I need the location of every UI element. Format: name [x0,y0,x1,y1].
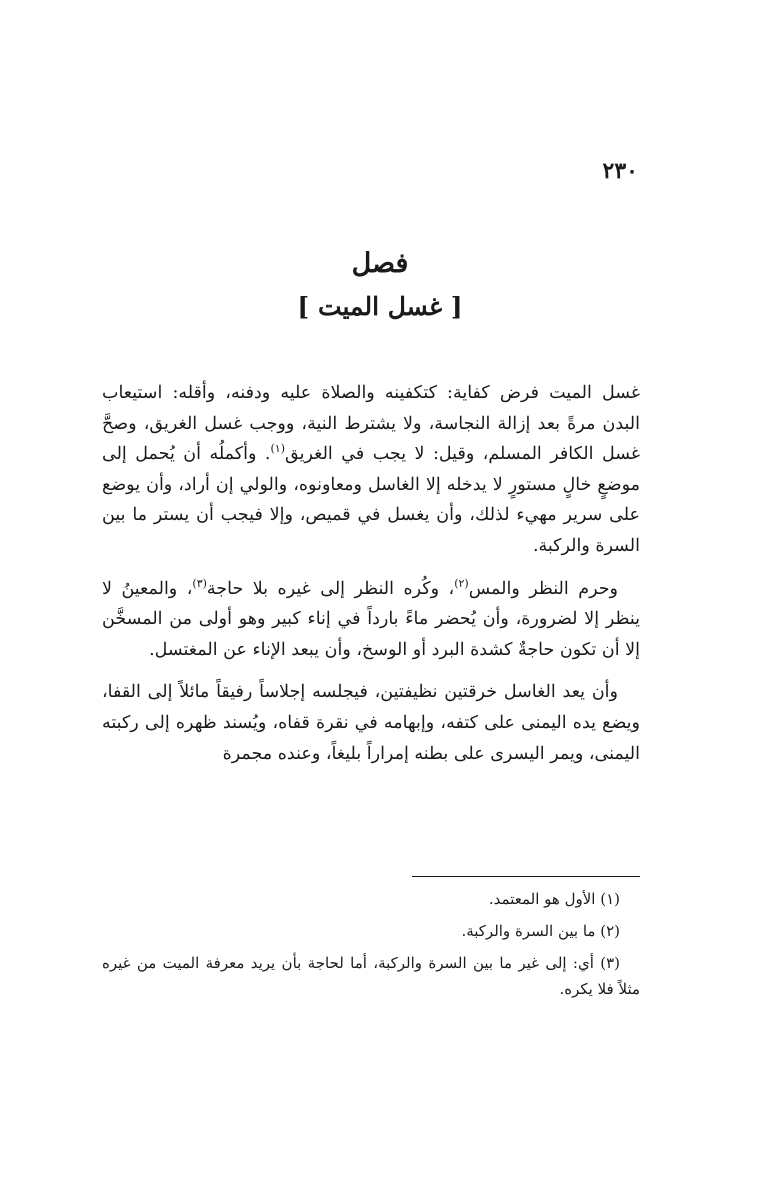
footnote-3: (٣) أي: إلى غير ما بين السرة والركبة، أما لحاجة بأن يريد معرفة الميت من غيره مثلاً فلا يكره. [102,954,640,998]
footnote-divider [412,876,640,877]
paragraph-2 [102,574,640,666]
page-number: ٢٣٠ [602,158,638,184]
paragraph-2-part-a: وحرم النظر والمس [468,578,618,599]
paragraph-2-part-b: ، وكُره النظر إلى غيره بلا حاجة [206,578,455,599]
paragraph-3 [102,677,640,769]
footnote-1: (١) الأول هو المعتمد. [488,890,620,908]
body-text [102,378,640,781]
footnote-2: (٢) ما بين السرة والركبة. [461,922,620,940]
footnote-ref-3[interactable]: (٣) [192,576,207,590]
section-title: [ غسل الميت ] [297,292,463,321]
paragraph-1-part-a: غسل الميت فرض كفاية: كتكفينه والصلاة عليه ودفنه، وأقله: استيعاب البدن مرةً بعد إزالة النجاسة، ولا يشترط النية، ووجب غسل الغريق، وصحَّ غسل الكافر المسلم، وقيل: لا يجب في الغريق [102,383,640,465]
paragraph-2-part-c: ، والمعينُ لا ينظر إلا لضرورة، وأن يُحضر ماءً بارداً في إناء كبير وهو أولى من المسخَّن إلا أن تكون حاجةٌ كشدة البرد أو الوسخ، وأن يبعد الإناء عن المغتسل. [102,578,640,660]
footnote-ref-2[interactable]: (٢) [454,576,469,590]
paragraph-1 [102,378,640,562]
paragraph-3-text: وأن يعد الغاسل خرقتين نظيفتين، فيجلسه إجلاساً رفيقاً مائلاً إلى القفا، ويضع يده اليمنى على كتفه، وإبهامه في نقرة قفاه، ويُسند ظهره إلى ركبته اليمنى، ويمر اليسرى على بطنه إمراراً بليغاً، وعنده مجمرة [102,682,640,764]
chapter-title: فصل [351,248,409,279]
footnotes [102,886,640,1008]
footnote-ref-1[interactable]: (١) [270,442,286,456]
paragraph-1-part-b: . وأكملُه أن يُحمل إلى موضعٍ خالٍ مستورٍ لا يدخله إلا الغاسل ومعاونوه، والولي إن أراد، وأن يوضع على سرير مهيء لذلك، وأن يغسل في قميص، وإلا فيجب أن يستر ما بين السرة والركبة. [102,444,640,556]
